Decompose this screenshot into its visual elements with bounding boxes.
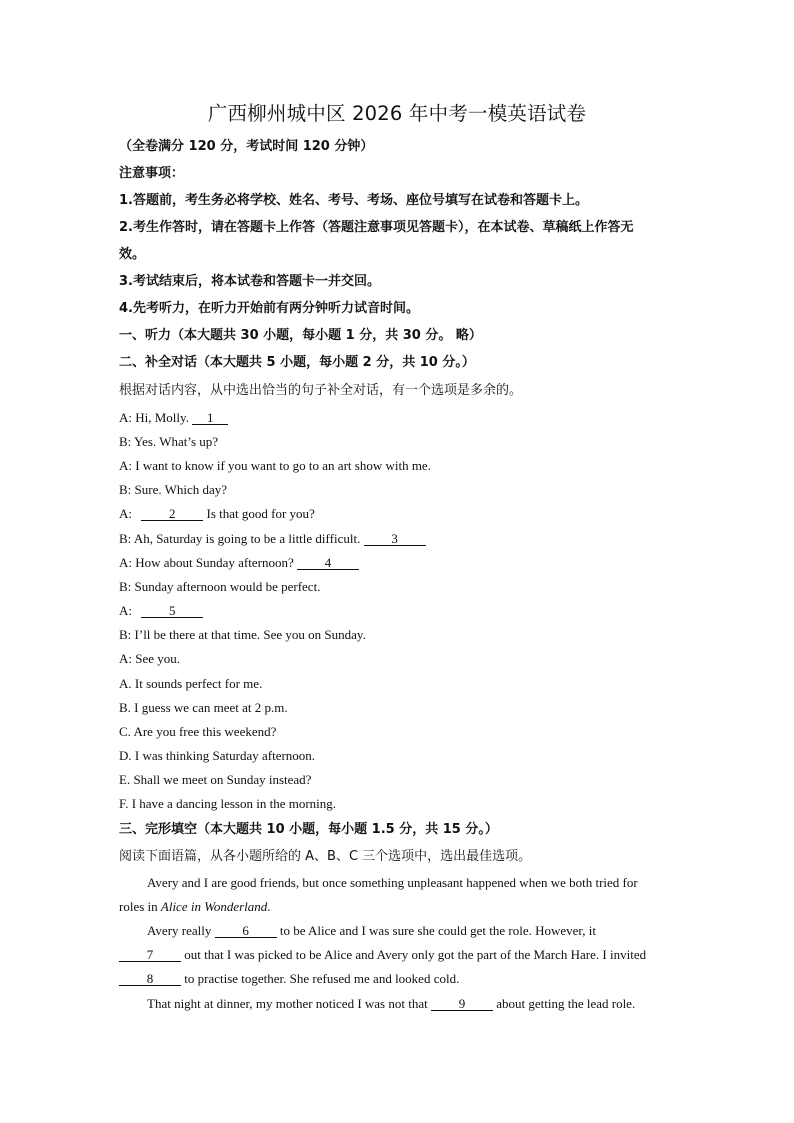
dialogue-line-10: B: I’ll be there at that time. See you on Sunday. [119, 627, 366, 642]
passage-text: . [267, 899, 271, 914]
section-3-instruction: 阅读下面语篇，从各小题所给的 A、B、C 三个选项中，选出最佳选项。 [119, 849, 532, 864]
passage-line-3 [147, 923, 596, 939]
passage-text: roles in [119, 899, 158, 914]
dialogue-text: A: How about Sunday afternoon? [119, 555, 294, 570]
notice-item-4: 4.先考听力，在听力开始前有两分钟听力试音时间。 [119, 301, 419, 316]
option-c: C. Are you free this weekend? [119, 724, 277, 739]
blank-9[interactable]: 9 [431, 997, 493, 1011]
dialogue-speaker: A: [119, 506, 132, 521]
passage-text: to be Alice and I was sure she could get the role. However, it [279, 923, 596, 938]
passage-text: out that I was picked to be Alice and Avery only got the part of the March Hare. I invited [184, 947, 647, 962]
dialogue-line-4: B: Sure. Which day? [119, 482, 228, 497]
section-2-heading: 二、补全对话（本大题共 5 小题，每小题 2 分，共 10 分。） [119, 355, 475, 370]
dialogue-line-11: A: See you. [119, 651, 181, 666]
option-e: E. Shall we meet on Sunday instead? [119, 772, 312, 787]
option-d: D. I was thinking Saturday afternoon. [119, 748, 316, 763]
book-title: Alice in Wonderland [160, 899, 268, 914]
dialogue-line-3: A: I want to know if you want to go to an art show with me. [119, 458, 431, 473]
blank-4[interactable]: 4 [297, 556, 359, 570]
dialogue-line-8: B: Sunday afternoon would be perfect. [119, 579, 321, 594]
notice-item-1: 1.答题前，考生务必将学校、姓名、考号、考场、座位号填写在试卷和答题卡上。 [119, 193, 588, 208]
passage-line-6 [147, 996, 635, 1012]
passage-line-4 [119, 947, 646, 963]
notice-item-2: 2.考生作答时，请在答题卡上作答（答题注意事项见答题卡），在本试卷、草稿纸上作答无 [119, 220, 634, 235]
passage-text: to practise together. She refused me and looked cold. [184, 971, 460, 986]
notice-heading: 注意事项： [119, 166, 185, 181]
option-f: F. I have a dancing lesson in the morning. [119, 796, 337, 811]
notice-item-2-cont: 效。 [119, 247, 146, 262]
blank-2[interactable]: 2 [141, 507, 203, 521]
blank-5[interactable]: 5 [141, 604, 203, 618]
passage-line-1: Avery and I are good friends, but once something unpleasant happened when we both tried for [147, 875, 638, 890]
dialogue-line-7 [119, 555, 359, 571]
blank-3[interactable]: 3 [364, 532, 426, 546]
dialogue-text: B: Ah, Saturday is going to be a little difficult. [119, 531, 361, 546]
exam-info: （全卷满分 120 分，考试时间 120 分钟） [119, 139, 374, 154]
blank-8[interactable]: 8 [119, 972, 181, 986]
page-title: 广西柳州城中区 2026 年中考一模英语试卷 [207, 102, 587, 125]
dialogue-line-6 [119, 531, 426, 547]
blank-1[interactable]: 1 [192, 411, 228, 425]
passage-text: That night at dinner, my mother noticed I was not that [147, 996, 428, 1011]
option-a: A. It sounds perfect for me. [119, 676, 263, 691]
section-3-heading: 三、完形填空（本大题共 10 小题，每小题 1.5 分，共 15 分。） [119, 822, 498, 837]
dialogue-line-1 [119, 410, 228, 426]
section-1-heading: 一、听力（本大题共 30 小题，每小题 1 分，共 30 分。 略） [119, 328, 482, 343]
dialogue-text: A: Hi, Molly. [119, 410, 189, 425]
dialogue-text: Is that good for you? [206, 506, 315, 521]
blank-7[interactable]: 7 [119, 948, 181, 962]
option-b: B. I guess we can meet at 2 p.m. [119, 700, 288, 715]
dialogue-speaker: A: [119, 603, 132, 618]
passage-text: about getting the lead role. [496, 996, 636, 1011]
notice-item-3: 3.考试结束后，将本试卷和答题卡一并交回。 [119, 274, 380, 289]
passage-line-2 [119, 899, 271, 915]
passage-text: Avery really [147, 923, 212, 938]
dialogue-line-2: B: Yes. What’s up? [119, 434, 219, 449]
dialogue-line-9 [119, 603, 203, 619]
blank-6[interactable]: 6 [215, 924, 277, 938]
passage-line-5 [119, 971, 459, 987]
dialogue-line-5 [119, 506, 315, 522]
section-2-instruction: 根据对话内容，从中选出恰当的句子补全对话，有一个选项是多余的。 [119, 383, 523, 398]
